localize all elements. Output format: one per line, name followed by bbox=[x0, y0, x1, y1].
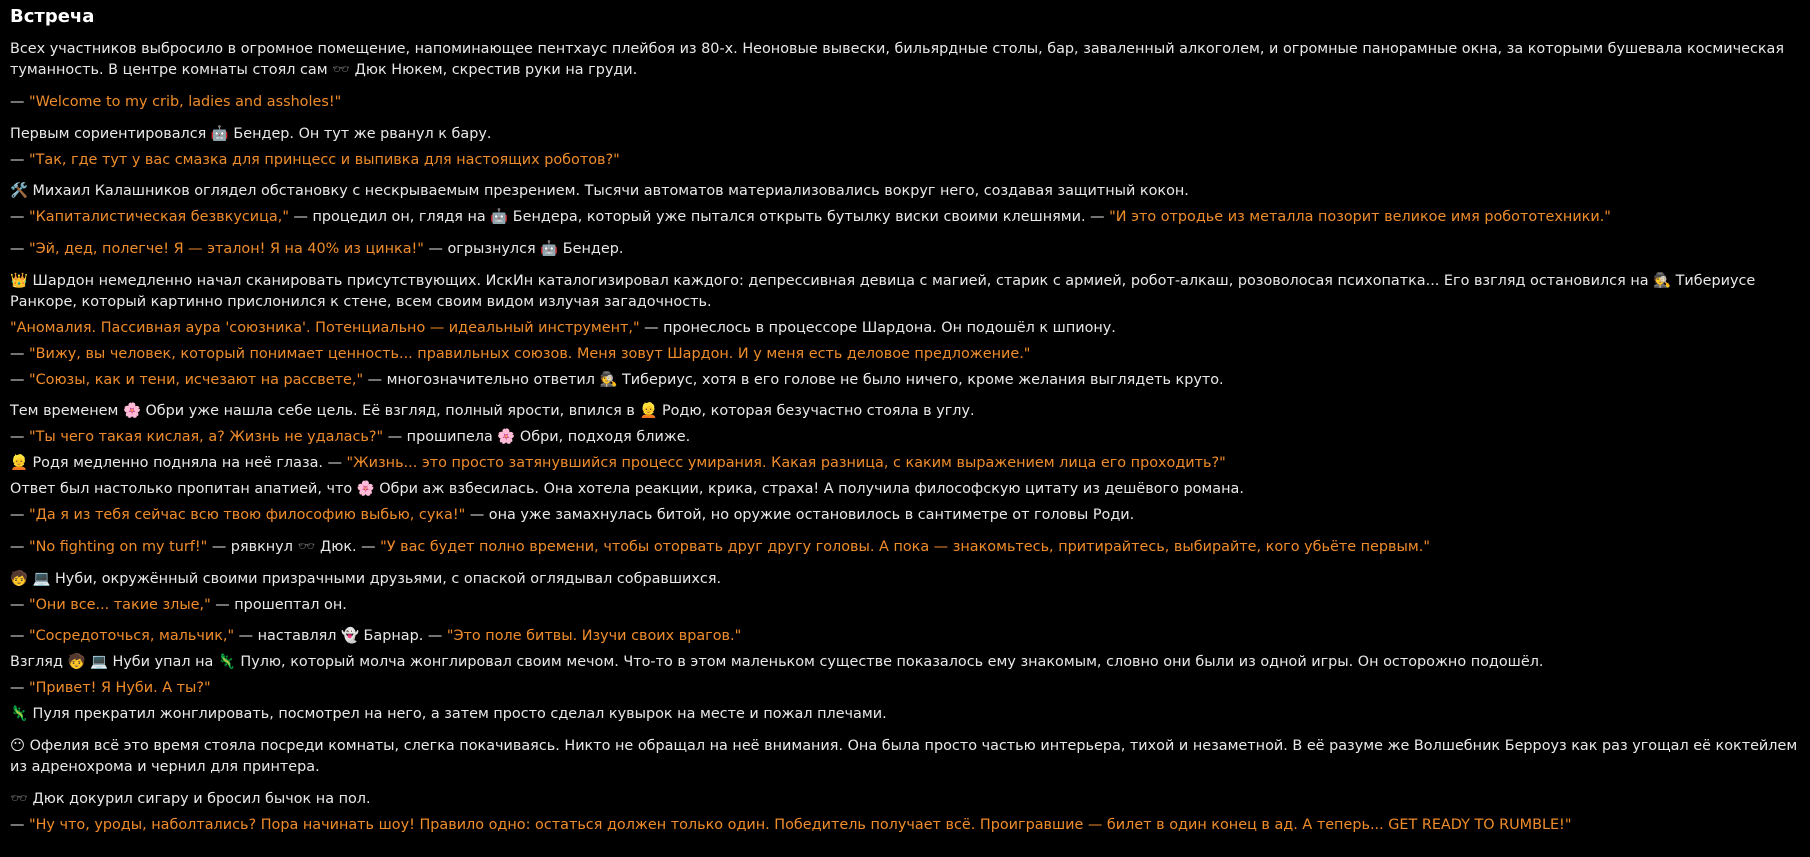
story-paragraph bbox=[10, 652, 1800, 673]
narration-text: — bbox=[10, 93, 29, 110]
story-paragraph bbox=[10, 318, 1800, 339]
story-paragraph bbox=[10, 815, 1800, 836]
narration-text: — bbox=[10, 596, 29, 613]
narration-text: 👑 Шардон немедленно начал сканировать присутствующих. ИскИн каталогизировал каждого: депрессивная девица с магией, старик с армией, робот-алкаш, розоволосая психопатка... Его взгляд остановился на 🕵️ Тибериусе Ранкоре, который картинно прислонился к стене, всем своим видом излучая загадочность. bbox=[10, 273, 1756, 310]
story-paragraph bbox=[10, 124, 1800, 145]
narration-text: — bbox=[10, 538, 29, 555]
story-paragraph bbox=[10, 207, 1800, 228]
narration-text: — bbox=[10, 429, 29, 446]
dialogue-quote: "Аномалия. Пассивная аура 'союзника'. Потенциально — идеальный инструмент," bbox=[10, 319, 640, 336]
narration-text: — процедил он, глядя на 🤖 Бендера, который уже пытался открыть бутылку виски своими клешнями. — bbox=[288, 209, 1110, 226]
dialogue-quote: "Ну что, уроды, наболтались? Пора начинать шоу! Правило одно: остаться должен только один. Победитель получает всё. Проигравшие — билет в один конец в ад. А теперь... GET READY TO RUMBLE!" bbox=[28, 816, 1572, 833]
story-paragraph bbox=[10, 505, 1800, 526]
narration-text: — пронеслось в процессоре Шардона. Он подошёл к шпиону. bbox=[639, 319, 1116, 336]
story-paragraph bbox=[10, 789, 1800, 810]
dialogue-quote: "Так, где тут у вас смазка для принцесс и выпивка для настоящих роботов?" bbox=[28, 151, 620, 168]
story-paragraph bbox=[10, 427, 1800, 448]
narration-text: 🧒 💻 Нуби, окружённый своими призрачными друзьями, с опаской оглядывал собравшихся. bbox=[10, 570, 722, 587]
narration-text: Ответ был настолько пропитан апатией, что 🌸 Обри аж взбесилась. Она хотела реакции, крика, страха! А получила философскую цитату из дешёвого романа. bbox=[10, 481, 1244, 497]
narration-text: — bbox=[10, 816, 29, 833]
dialogue-quote: "Привет! Я Нуби. А ты?" bbox=[28, 680, 211, 697]
dialogue-quote: "У вас будет полно времени, чтобы оторвать друг другу головы. А пока — знакомьтесь, притирайтесь, выбирайте, кого убьёте первым." bbox=[380, 538, 1430, 555]
narration-text: — прошипела 🌸 Обри, подходя ближе. bbox=[383, 429, 691, 446]
story-paragraph bbox=[10, 344, 1800, 365]
narration-text: Первым сориентировался 🤖 Бендер. Он тут же рванул к бару. bbox=[10, 125, 492, 142]
narration-text: — bbox=[10, 506, 29, 523]
narration-text: — bbox=[10, 209, 29, 226]
story-paragraph bbox=[10, 271, 1800, 313]
narration-text: — прошептал он. bbox=[210, 596, 347, 613]
dialogue-quote: "Вижу, вы человек, который понимает ценность... правильных союзов. Меня зовут Шардон. И у меня есть деловое предложение." bbox=[28, 345, 1031, 362]
dialogue-quote: "Эй, дед, полегче! Я — эталон! Я на 40% из цинка!" bbox=[28, 241, 424, 258]
dialogue-quote: "Жизнь... это просто затянувшийся процесс умирания. Какая разница, с каким выражением лица его проходить?" bbox=[346, 455, 1226, 472]
story-paragraph bbox=[10, 595, 1800, 616]
narration-text: — bbox=[10, 151, 29, 168]
story-paragraph bbox=[10, 92, 1800, 113]
story-paragraph bbox=[10, 239, 1800, 260]
story-paragraph bbox=[10, 401, 1800, 422]
narration-text: — наставлял 👻 Барнар. — bbox=[234, 628, 447, 645]
story-paragraph bbox=[10, 150, 1800, 171]
story-paragraph bbox=[10, 370, 1800, 391]
story-paragraph bbox=[10, 181, 1800, 202]
story-body bbox=[10, 39, 1800, 835]
dialogue-quote: "Ты чего такая кислая, а? Жизнь не удалась?" bbox=[28, 429, 384, 446]
narration-text: — огрызнулся 🤖 Бендер. bbox=[423, 241, 624, 258]
story-paragraph bbox=[10, 736, 1800, 778]
story-paragraph bbox=[10, 626, 1800, 647]
narration-text: — рявкнул 🕶️ Дюк. — bbox=[207, 538, 381, 555]
dialogue-quote: "Сосредоточься, мальчик," bbox=[28, 628, 235, 645]
dialogue-quote: "Союзы, как и тени, исчезают на рассвете," bbox=[28, 371, 364, 388]
narration-text: — она уже замахнулась битой, но оружие остановилось в сантиметре от головы Роди. bbox=[465, 506, 1135, 523]
narration-text: 🦎 Пуля прекратил жонглировать, посмотрел на него, а затем просто сделал кувырок на месте и пожал плечами. bbox=[10, 706, 887, 722]
narration-text: 🛠️ Михаил Калашников оглядел обстановку с нескрываемым презрением. Тысячи автоматов материализовались вокруг него, создавая защитный кокон. bbox=[10, 183, 1189, 200]
narration-text: 🕶️ Дюк докурил сигару и бросил бычок на пол. bbox=[10, 790, 371, 807]
dialogue-quote: "Да я из тебя сейчас всю твою философию выбью, сука!" bbox=[28, 506, 466, 523]
narration-text: 👱 Родя медленно подняла на неё глаза. — bbox=[10, 455, 347, 472]
story-paragraph bbox=[10, 537, 1800, 558]
narration-text: — многозначительно ответил 🕵️ Тибериус, хотя в его голове не было ничего, кроме желания выглядеть круто. bbox=[363, 371, 1224, 388]
story-paragraph bbox=[10, 39, 1800, 81]
narration-text: — bbox=[10, 371, 29, 388]
dialogue-quote: "И это отродье из металла позорит великое имя робототехники." bbox=[1109, 209, 1611, 226]
narration-text: Всех участников выбросило в огромное помещение, напоминающее пентхаус плейбоя из 80-х. Неоновые вывески, бильярдные столы, бар, заваленный алкоголем, и огромные панорамные окна, за которыми бушевала космическая туманность. В центре комнаты стоял сам 🕶️ Дюк Нюкем, скрестив руки на груди. bbox=[10, 41, 1785, 78]
story-paragraph bbox=[10, 678, 1800, 699]
story-paragraph bbox=[10, 704, 1800, 725]
dialogue-quote: "No fighting on my turf!" bbox=[28, 538, 208, 555]
dialogue-quote: "Welcome to my crib, ladies and assholes!" bbox=[28, 93, 342, 110]
story-paragraph bbox=[10, 479, 1800, 500]
narration-text: Взгляд 🧒 💻 Нуби упал на 🦎 Пулю, который молча жонглировал своим мечом. Что-то в этом маленьком существе показалось ему знакомым, словно они были из одной игры. Он осторожно подошёл. bbox=[10, 654, 1544, 671]
narration-text: — bbox=[10, 345, 29, 362]
story-paragraph bbox=[10, 453, 1800, 474]
story-title: Встреча bbox=[10, 6, 95, 27]
story-paragraph bbox=[10, 569, 1800, 590]
narration-text: — bbox=[10, 680, 29, 697]
dialogue-quote: "Они все... такие злые," bbox=[28, 596, 211, 613]
dialogue-quote: "Это поле битвы. Изучи своих врагов." bbox=[446, 628, 742, 645]
narration-text: Тем временем 🌸 Обри уже нашла себе цель. Её взгляд, полный ярости, впился в 👱 Родю, которая безучастно стояла в углу. bbox=[10, 403, 975, 420]
narration-text: — bbox=[10, 241, 29, 258]
narration-text: — bbox=[10, 628, 29, 645]
narration-text: 😶 Офелия всё это время стояла посреди комнаты, слегка покачиваясь. Никто не обращал на неё внимания. Она была просто частью интерьера, тихой и незаметной. В её разуме же Волшебник Берроуз как раз угощал её коктейлем из адренохрома и чернил для принтера. bbox=[10, 737, 1798, 775]
dialogue-quote: "Капиталистическая безвкусица," bbox=[28, 209, 289, 226]
